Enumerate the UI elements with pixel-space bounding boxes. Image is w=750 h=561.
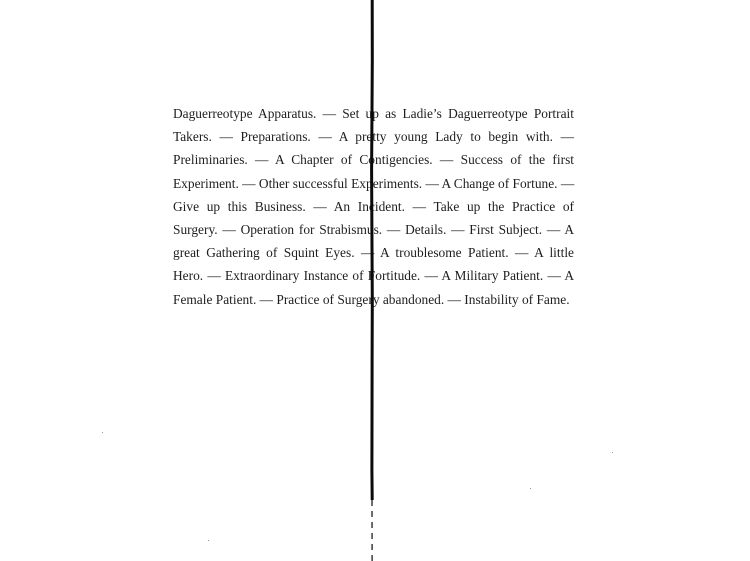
synopsis-line-2: Takers. — Preparations. — A pretty young Lady to begin with. — [173, 129, 574, 145]
synopsis-line-3: Preliminaries. — A Chapter of Contigencies. — Success of the first [173, 152, 574, 168]
synopsis-line-9: Female Patient. — Practice of Surgery abandoned. — Instability of Fame. [173, 291, 570, 307]
speck [530, 488, 531, 489]
speck [612, 452, 613, 453]
synopsis-line-8: Hero. — Extraordinary Instance of Fortitude. — A Military Patient. — A [173, 268, 574, 284]
scan-artifact-stroke [372, 0, 373, 500]
synopsis-line-5: Give up this Business. — An Incident. — Take up the Practice of [173, 198, 574, 214]
scan-artifact-line [370, 0, 374, 561]
synopsis-line-7: great Gathering of Squint Eyes. — A troublesome Patient. — A little [173, 245, 574, 261]
synopsis-line-1: Daguerreotype Apparatus. — Set up as Ladie’s Daguerreotype Portrait [173, 106, 574, 121]
speck [208, 540, 209, 541]
synopsis-line-6: Surgery. — Operation for Strabismus. — Details. — First Subject. — A [173, 221, 574, 237]
speck [102, 432, 103, 433]
synopsis-line-4: Experiment. — Other successful Experiments. — A Change of Fortune. — [173, 175, 575, 191]
